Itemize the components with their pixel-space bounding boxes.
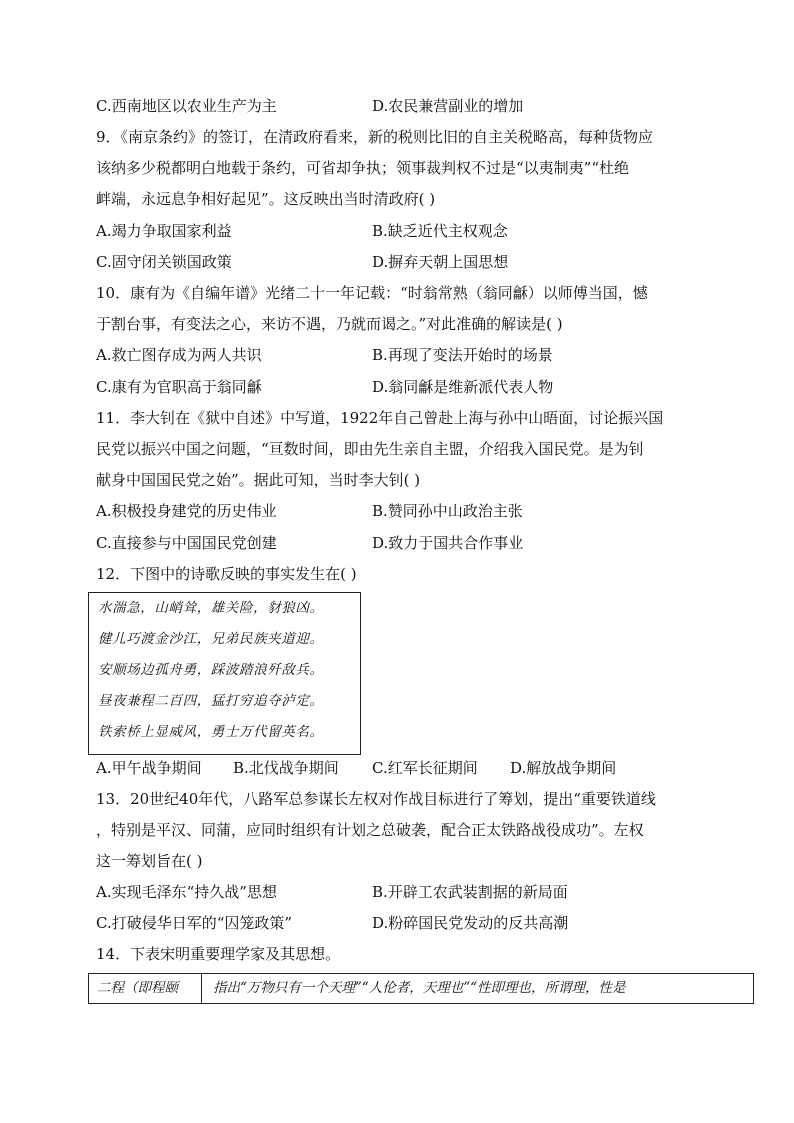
table-cell-thought: 指出“万物只有一个天理”“人伦者，天理也”“性即理也，所谓理，性是 (213, 980, 626, 996)
q10-stem-line-1: 10．康有为《自编年谱》光绪二十一年记载：“时翁常熟（翁同龢）以师傅当国，憾 (96, 284, 648, 302)
q10-stem-line-2: 于割台事，有变法之心，来访不遇，乃就而谒之。”对此准确的解读是( ) (96, 315, 563, 333)
q13-stem-line-1: 13．20世纪40年代，八路军总参谋长左权对作战目标进行了筹划，提出“重要铁道线 (96, 790, 656, 808)
q12-option-b: B.北伐战争期间 (233, 759, 339, 777)
q12-option-d: D.解放战争期间 (510, 759, 617, 777)
q10-option-c: C.康有为官职高于翁同龢 (96, 378, 262, 396)
q13-stem-line-2: ，特别是平汉、同蒲，应同时组织有计划之总破袭，配合正太铁路战役成功”。左权 (96, 821, 644, 839)
q9-stem-line-2: 该纳多少税都明白地载于条约，可省却争执；领事裁判权不过是“以夷制夷”“杜绝 (96, 159, 630, 177)
poem-line: 健儿巧渡金沙江，兄弟民族夹道迎。 (98, 631, 324, 647)
poem-line: 水湍急，山峭耸，雄关险，豺狼凶。 (98, 600, 324, 616)
q10-option-a: A.救亡图存成为两人共识 (96, 346, 262, 364)
q8-option-d: D.农民兼营副业的增加 (372, 97, 524, 115)
q13-option-d: D.粉碎国民党发动的反共高潮 (372, 914, 569, 932)
q11-stem-line-1: 11．李大钊在《狱中自述》中写道，1922年自己曾赴上海与孙中山晤面，讨论振兴国 (96, 409, 664, 427)
thinkers-table (88, 973, 754, 1004)
q9-option-c: C.固守闭关锁国政策 (96, 253, 232, 271)
q12-stem: 12．下图中的诗歌反映的事实发生在( ) (96, 565, 357, 583)
q8-option-c: C.西南地区以农业生产为主 (96, 97, 277, 115)
q9-option-a: A.竭力争取国家利益 (96, 222, 232, 240)
q11-stem-line-3: 献身中国国民党之始”。据此可知，当时李大钊( ) (96, 471, 421, 489)
q13-option-c: C.打破侵华日军的“囚笼政策” (96, 914, 293, 932)
q11-option-b: B.赞同孙中山政治主张 (372, 502, 523, 520)
q10-option-b: B.再现了变法开始时的场景 (372, 346, 553, 364)
q14-stem: 14．下表宋明重要理学家及其思想。 (96, 945, 341, 963)
q13-option-a: A.实现毛泽东“持久战”思想 (96, 883, 277, 901)
q9-option-d: D.摒弃天朝上国思想 (372, 253, 509, 271)
q11-stem-line-2: 民党以振兴中国之问题，“亘数时间，即由先生亲自主盟，介绍我入国民党。是为钊 (96, 440, 644, 458)
q10-option-d: D.翁同龢是维新派代表人物 (372, 378, 554, 396)
q9-stem-line-1: 9．《南京条约》的签订，在清政府看来，新的税则比旧的自主关税略高，每种货物应 (96, 128, 654, 146)
q11-option-a: A.积极投身建党的历史伟业 (96, 502, 277, 520)
poem-line: 铁索桥上显威风，勇士万代留英名。 (98, 724, 324, 740)
table-cell-name: 二程（即程颐 (97, 980, 178, 996)
poem-line: 昼夜兼程二百四，猛打穷追夺泸定。 (98, 693, 324, 709)
q12-option-c: C.红军长征期间 (372, 759, 478, 777)
q9-stem-line-3: 衅端，永远息争相好起见”。这反映出当时清政府( ) (96, 190, 436, 208)
q13-stem-line-3: 这一筹划旨在( ) (96, 852, 203, 870)
q11-option-c: C.直接参与中国国民党创建 (96, 534, 277, 552)
q9-option-b: B.缺乏近代主权观念 (372, 222, 508, 240)
poem-line: 安顺场边孤舟勇，踩波踏浪歼敌兵。 (98, 662, 324, 678)
table-column-divider (201, 974, 202, 1003)
poem-box (88, 592, 361, 755)
q12-option-a: A.甲午战争期间 (96, 759, 202, 777)
q13-option-b: B.开辟工农武装割据的新局面 (372, 883, 568, 901)
q11-option-d: D.致力于国共合作事业 (372, 534, 524, 552)
